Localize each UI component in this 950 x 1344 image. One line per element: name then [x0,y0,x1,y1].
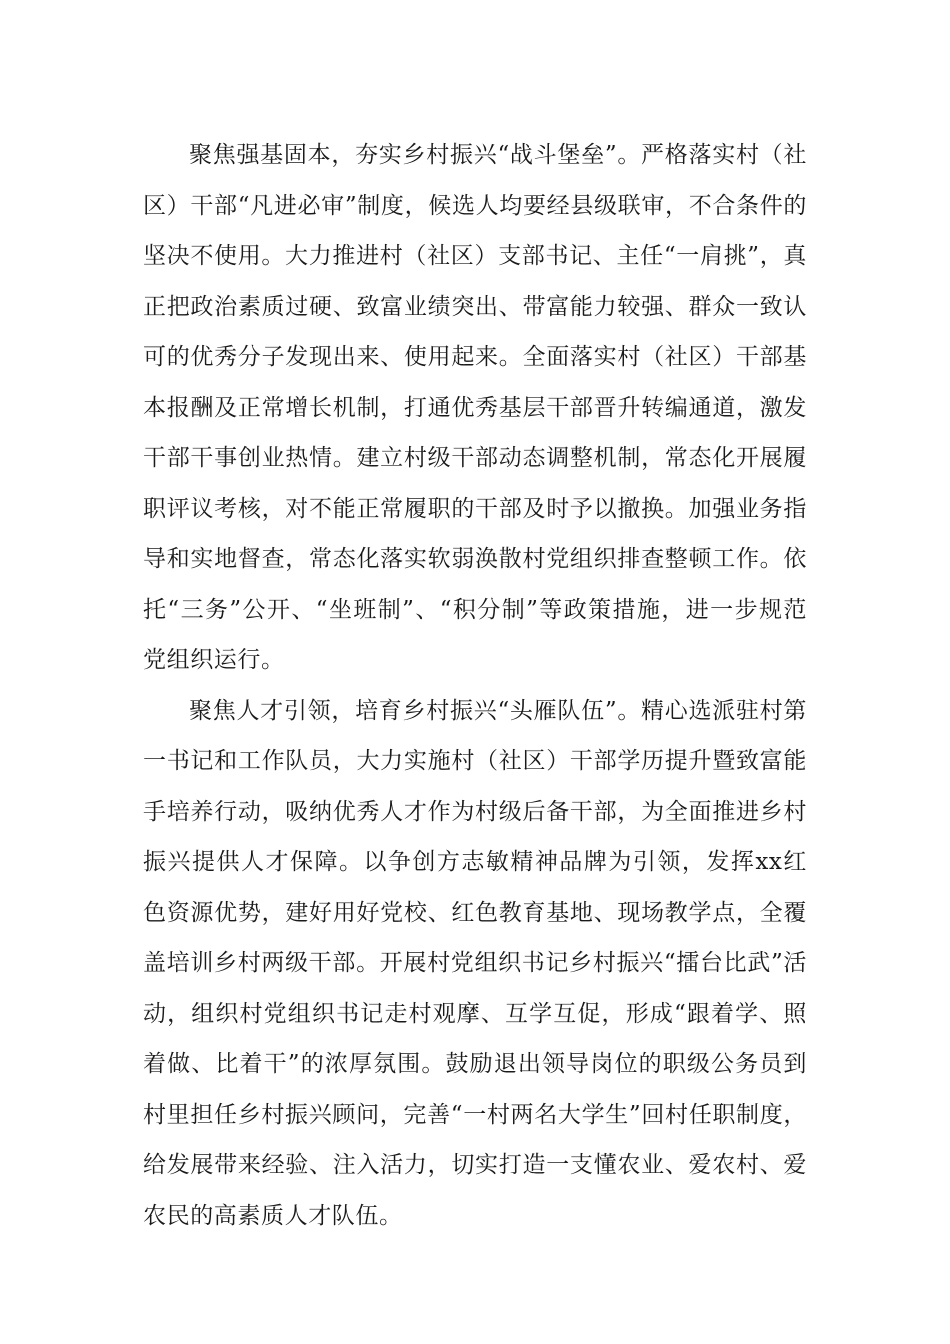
document-body [143,130,807,1241]
paragraph-grassroots-foundation: 聚焦强基固本，夯实乡村振兴“战斗堡垒”。严格落实村（社区）干部“凡进必审”制度，候选人均要经县级联审，不合条件的坚决不使用。大力推进村（社区）支部书记、主任“一肩挑”，真正把政治素质过硬、致富业绩突出、带富能力较强、群众一致认可的优秀分子发现出来、使用起来。全面落实村（社区）干部基本报酬及正常增长机制，打通优秀基层干部晋升转编通道，激发干部干事创业热情。建立村级干部动态调整机制，常态化开展履职评议考核，对不能正常履职的干部及时予以撤换。加强业务指导和实地督查，常态化落实软弱涣散村党组织排查整顿工作。依托“三务”公开、“坐班制”、“积分制”等政策措施，进一步规范党组织运行。 [143,142,807,673]
paragraph-talent-leadership: 聚焦人才引领，培育乡村振兴“头雁队伍”。精心选派驻村第一书记和工作队员，大力实施村（社区）干部学历提升暨致富能手培养行动，吸纳优秀人才作为村级后备干部，为全面推进乡村振兴提供人才保障。以争创方志敏精神品牌为引领，发挥xx红色资源优势，建好用好党校、红色教育基地、现场教学点，全覆盖培训乡村两级干部。开展村党组织书记乡村振兴“擂台比武”活动，组织村党组织书记走村观摩、互学互促，形成“跟着学、照着做、比着干”的浓厚氛围。鼓励退出领导岗位的职级公务员到村里担任乡村振兴顾问，完善“一村两名大学生”回村任职制度，给发展带来经验、注入活力，切实打造一支懂农业、爱农村、爱农民的高素质人才队伍。 [143,697,807,1229]
